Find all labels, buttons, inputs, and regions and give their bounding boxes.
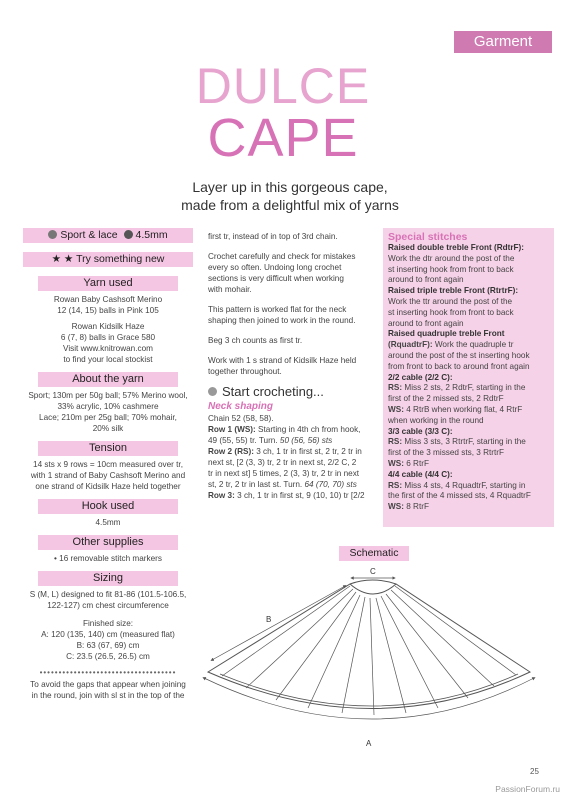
other-supplies-header: Other supplies	[38, 535, 178, 550]
stitch-line: around to front again	[388, 275, 464, 285]
tension-text	[18, 459, 198, 492]
stitch-line: st inserting hook from front to back	[388, 307, 514, 317]
yarn-used-text	[18, 294, 198, 365]
start-crocheting-heading: Start crocheting...	[208, 386, 380, 397]
pattern-rows	[208, 413, 380, 501]
stitch-line: from front to back to around front again	[388, 361, 530, 371]
weight-label: Sport & lace	[60, 229, 118, 241]
stitch-line: around to front again	[388, 318, 464, 328]
cape-schematic-diagram	[200, 560, 550, 755]
chain-row: Chain 52 (58, 58).	[208, 414, 274, 423]
about-line: 20% silk	[92, 424, 124, 433]
tip-line: To avoid the gaps that appear when joining	[30, 680, 186, 689]
intro-paragraph-3: This pattern is worked flat for the neck shaping then joined to work in the round.	[208, 305, 356, 325]
yarn-used-line: Rowan Baby Cashsoft Merino	[53, 295, 163, 304]
about-yarn-text	[18, 390, 198, 434]
cable-title: 4/4 cable (4/4 C):	[388, 469, 453, 479]
label-c: C	[370, 567, 376, 576]
sizing-line: S (M, L) designed to fit 81-86 (101.5-106.5,	[29, 590, 187, 599]
title-line-1: DULCE	[195, 58, 371, 114]
neck-curve	[350, 584, 396, 594]
about-line: Sport; 130m per 50g ball; 57% Merino wool,	[28, 391, 188, 400]
hook-label: 4.5mm	[135, 229, 168, 241]
dotted-divider: ••••••••••••••••••••••••••••••••••••	[39, 669, 177, 677]
hook-icon	[124, 230, 133, 239]
stitch-line: (RquadtrF): Work the quadruple tr	[388, 340, 514, 350]
stitch-title: Raised double treble Front (RdtrF):	[388, 243, 525, 252]
tension-header: Tension	[38, 441, 178, 456]
intro-paragraph-5: Work with 1 s strand of Kidsilk Haze held together throughout.	[208, 356, 357, 376]
row-3: Row 3: 3 ch, 1 tr in first st, 9 (10, 10) tr [2/2	[208, 491, 365, 500]
stitch-line: Work the ttr around the post of the	[388, 296, 513, 306]
sizing-line: C: 23.5 (26.5, 26.5) cm	[66, 652, 150, 661]
sizing-text	[18, 589, 198, 662]
stitch-line: Work the dtr around the post of the	[388, 253, 515, 263]
yarn-used-line: to find your local stockist	[63, 355, 153, 364]
row-1: Row 1 (WS): Starting in 4th ch from hook, 49 (55, 55) tr. Turn. 50 (56, 56) sts	[208, 425, 361, 445]
sizing-header: Sizing	[38, 571, 178, 586]
join-tip-text	[18, 679, 198, 701]
footer-watermark: PassionForum.ru	[495, 784, 560, 794]
bullet-icon	[208, 387, 217, 396]
yarn-weight-header	[23, 228, 193, 243]
cable-line: when working in the round	[388, 415, 484, 425]
yarn-used-header: Yarn used	[38, 276, 178, 291]
supplies-line: • 16 removable stitch markers	[54, 554, 162, 563]
difficulty-label: Try something new	[76, 253, 165, 265]
hem-line	[220, 674, 518, 706]
intro-paragraph-1: first tr, instead of in top of 3rd chain.	[208, 232, 338, 241]
schematic-header: Schematic	[339, 546, 409, 561]
cable-line: RS: Miss 3 sts, 3 RtrtrF, starting in the	[388, 437, 526, 447]
hook-used-header: Hook used	[38, 499, 178, 514]
sizing-line: B: 63 (67, 69) cm	[76, 641, 140, 650]
cape-outline	[208, 580, 530, 709]
section-badge: Garment	[454, 31, 552, 53]
left-column	[18, 228, 198, 701]
yarn-used-line: Rowan Kidsilk Haze	[71, 322, 145, 331]
sizing-line: Finished size:	[82, 619, 134, 628]
intro-paragraph-4: Beg 3 ch counts as first tr.	[208, 336, 303, 345]
cable-line: the first of the 4 missed sts, 4 RquadtrF	[388, 491, 531, 501]
subtitle-line-1: Layer up in this gorgeous cape,	[192, 179, 388, 195]
special-stitches-heading: Special stitches	[388, 231, 468, 243]
hook-used-text	[18, 517, 198, 528]
about-line: Lace; 210m per 25g ball; 70% mohair,	[39, 413, 177, 422]
label-b: B	[266, 615, 272, 624]
tension-line: with 1 strand of Baby Cashsoft Merino and	[30, 471, 186, 480]
special-stitches-box	[383, 228, 554, 527]
tension-line: 14 sts x 9 rows = 10cm measured over tr,	[33, 460, 183, 469]
panel-lines	[222, 586, 516, 715]
stitch-line: around the post of the st inserting hook	[388, 350, 530, 360]
intro-paragraph-2: Crochet carefully and check for mistakes every so often. Undoing long crochet sections is very difficult when working with mohair.	[208, 252, 356, 294]
neck-shaping-heading: Neck shaping	[208, 401, 274, 412]
sizing-line: A: 120 (135, 140) cm (measured flat)	[41, 630, 175, 639]
dimension-a-arrow	[204, 678, 534, 719]
middle-column	[208, 231, 380, 501]
row-2: Row 2 (RS): 3 ch, 1 tr in first st, 2 tr, 2 tr in next st, [2 (3, 3) tr, 2 tr in next st, 2/2 C, 2 tr in next st] 5 times, 2 (3, 3) tr, 2 tr in next st, 2 tr, 2 tr in last st. Turn. 64 (70, 70) sts	[208, 447, 362, 489]
about-yarn-header: About the yarn	[38, 372, 178, 387]
title-line-2: CAPE	[207, 108, 359, 168]
dimension-b-arrow	[212, 586, 345, 660]
yarn-ball-icon	[48, 230, 57, 239]
yarn-used-line: 12 (14, 15) balls in Pink 105	[57, 306, 159, 315]
page-number: 25	[530, 767, 539, 776]
tension-line: one strand of Kidsilk Haze held together	[35, 482, 181, 491]
about-line: 33% acrylic, 10% cashmere	[57, 402, 159, 411]
difficulty-header	[23, 252, 193, 267]
stitch-line: st inserting hook from front to back	[388, 264, 514, 274]
label-a: A	[366, 739, 372, 748]
cable-title: 2/2 cable (2/2 C):	[388, 372, 453, 382]
cable-line: RS: Miss 4 sts, 4 RquadtrF, starting in	[388, 480, 526, 490]
stockist-link[interactable]: Visit www.knitrowan.com	[63, 344, 153, 353]
cable-line: WS: 4 RtrB when working flat, 4 RtrF	[388, 404, 523, 414]
tip-line: in the round, join with sl st in the top of the	[31, 691, 185, 700]
stitch-title: Raised quadruple treble Front	[388, 329, 505, 339]
hook-line: 4.5mm	[95, 518, 121, 527]
cable-line: WS: 8 RtrF	[388, 502, 429, 512]
sizing-line: 122-127) cm chest circumference	[47, 601, 169, 610]
star-icons: ★ ★	[51, 253, 74, 265]
cable-line: WS: 6 RtrF	[388, 458, 429, 468]
yarn-used-line: 6 (7, 8) balls in Grace 580	[60, 333, 156, 342]
cable-line: RS: Miss 2 sts, 2 RdtrF, starting in the	[388, 383, 526, 393]
cable-line: first of the 3 missed sts, 3 RtrtrF	[388, 448, 505, 458]
subtitle-line-2: made from a delightful mix of yarns	[181, 197, 399, 213]
cable-line: first of the 2 missed sts, 2 RdtrF	[388, 394, 504, 404]
cable-title: 3/3 cable (3/3 C):	[388, 426, 453, 436]
stitch-title: Raised triple treble Front (RtrtrF):	[388, 286, 519, 296]
other-supplies-text	[18, 553, 198, 564]
